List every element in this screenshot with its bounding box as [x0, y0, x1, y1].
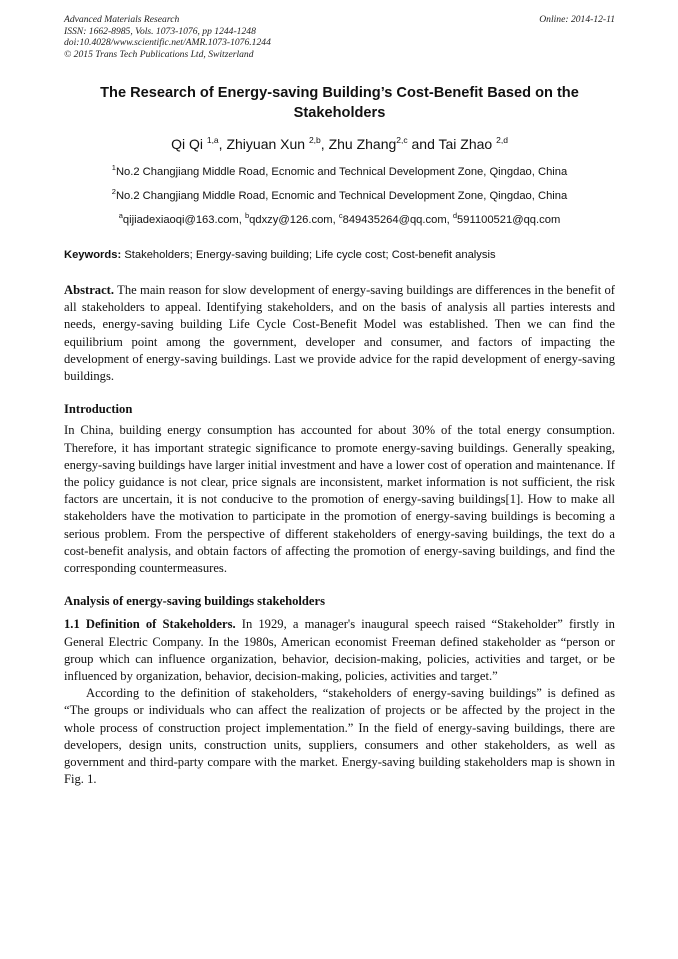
affiliation-1: [64, 165, 615, 179]
email-sup: d: [452, 211, 458, 220]
stakeholder-paragraph: According to the definition of stakeholders, “stakeholders of energy-saving buildings” is defined as “The groups or individuals who can affect the realization of projects or be affected by the project in the whole process of construction project implementation.” In the field of energy-saving buildings, there are developers, design units, construction units, suppliers, consumers and other stakeholders, as well as government and third-party compare with the market. Energy-saving building stakeholders map is shown in Fig. 1.: [64, 686, 615, 787]
affiliation-2: [64, 189, 615, 203]
author-and: and: [407, 136, 439, 152]
author-name: Tai Zhao: [438, 136, 493, 152]
author-sup: 2,d: [496, 135, 508, 145]
copyright-line: © 2015 Trans Tech Publications Ltd, Switzerland: [64, 48, 254, 60]
email-sup: c: [338, 211, 343, 220]
email-link[interactable]: 591100521@qq.com: [457, 214, 561, 226]
author-name: Qi Qi: [171, 136, 203, 152]
introduction-heading: Introduction: [64, 402, 133, 417]
journal-header: [64, 14, 615, 66]
email-link[interactable]: 849435264@qq.com: [342, 214, 447, 226]
doi-line: doi:10.4028/www.scientific.net/AMR.1073-1076.1244: [64, 37, 271, 48]
online-date: Online: 2014-12-11: [539, 14, 615, 25]
author-sup: 2,b: [308, 135, 321, 145]
definition-paragraph: [64, 616, 615, 685]
journal-name: Advanced Materials Research: [64, 14, 180, 25]
definition-subheading: 1.1 Definition of Stakeholders.: [64, 617, 236, 632]
paper-title: The Research of Energy-saving Building’s Cost-Benefit Based on the Stakeholders: [100, 85, 579, 121]
issn-line: ISSN: 1662-8985, Vols. 1073-1076, pp 1244-1248: [64, 25, 256, 37]
paper-page: [64, 14, 615, 788]
abstract-text: The main reason for slow development of energy-saving buildings are differences in the benefit of all stakeholders to appeal. Identifying stakeholders, and on the basis of analysis all parties interests and needs, energy-saving building Life Cycle Cost-Benefit Model was established. Then we can find the equilibrium point among the government, developer and consumer, and factors of impacting the development of energy-saving buildings. Last we provide advice for the rapid development of energy-saving buildings.: [64, 283, 616, 384]
email-link[interactable]: qdxzy@126.com: [249, 214, 333, 226]
email-link[interactable]: qijiadexiaoqi@163.com: [122, 214, 239, 226]
abstract: [64, 282, 615, 385]
keywords: [64, 248, 615, 262]
email-sup: a: [118, 211, 123, 220]
author-list: [64, 135, 615, 153]
introduction-paragraph: In China, building energy consumption has accounted for about 30% of the total energy consumption. Therefore, it has important strategic significance to promote energy-saving buildings. Generally speaking, energy-saving buildings have larger initial investment and have a lower cost of operation and maintenance. If the policy guidance is not clear, price signals are inconsistent, market information is not sufficient, the risk factors are uncertain, it is not conducive to the promotion of energy-saving buildings[1]. How to make all stakeholders have the motivation to participate in the promotion of energy-saving buildings is becoming a serious problem. From the perspective of different stakeholders of energy-saving buildings, the text do a cost-benefit analysis, and obtain factors of affecting the promotion of energy-saving buildings, and find the corresponding countermeasures.: [64, 423, 615, 576]
keywords-label: Keywords:: [64, 249, 122, 261]
author-sup: 1,a: [206, 135, 219, 145]
email-list: $^a$qijiadexiaoqi@163.com, $^b$qdxzy@126.com, $^c$849435264@qq.com, $^d$591100521@qq.com: [118, 211, 561, 226]
affiliation-sup: 2: [111, 187, 116, 196]
author-name: Zhiyuan Xun: [226, 136, 306, 152]
keywords-text: Stakeholders; Energy-saving building; Life cycle cost; Cost-benefit analysis: [124, 249, 496, 261]
abstract-label: Abstract.: [64, 283, 115, 297]
email-sup: b: [244, 211, 250, 220]
affiliation-text: No.2 Changjiang Middle Road, Ecnomic and Technical Development Zone, Qingdao, China: [115, 166, 568, 178]
author-separator: ,: [320, 136, 329, 152]
author-name: Zhu Zhang: [328, 136, 397, 152]
analysis-heading: Analysis of energy-saving buildings stakeholders: [64, 594, 326, 609]
definition-text: In 1929, a manager's inaugural speech raised “Stakeholder” firstly in General Electric Company. In the 1980s, American economist Freeman defined stakeholder as “person or group which can influence organization, behavior, decision-making, policies, activities and target, or be influenced by organization, behavior, decision-making, policies, activities and target.”: [64, 617, 615, 684]
author-separator: ,: [218, 136, 227, 152]
affiliation-sup: 1: [111, 163, 116, 172]
author-sup: 2,c: [396, 135, 408, 145]
affiliation-text: No.2 Changjiang Middle Road, Ecnomic and Technical Development Zone, Qingdao, China: [115, 190, 568, 202]
